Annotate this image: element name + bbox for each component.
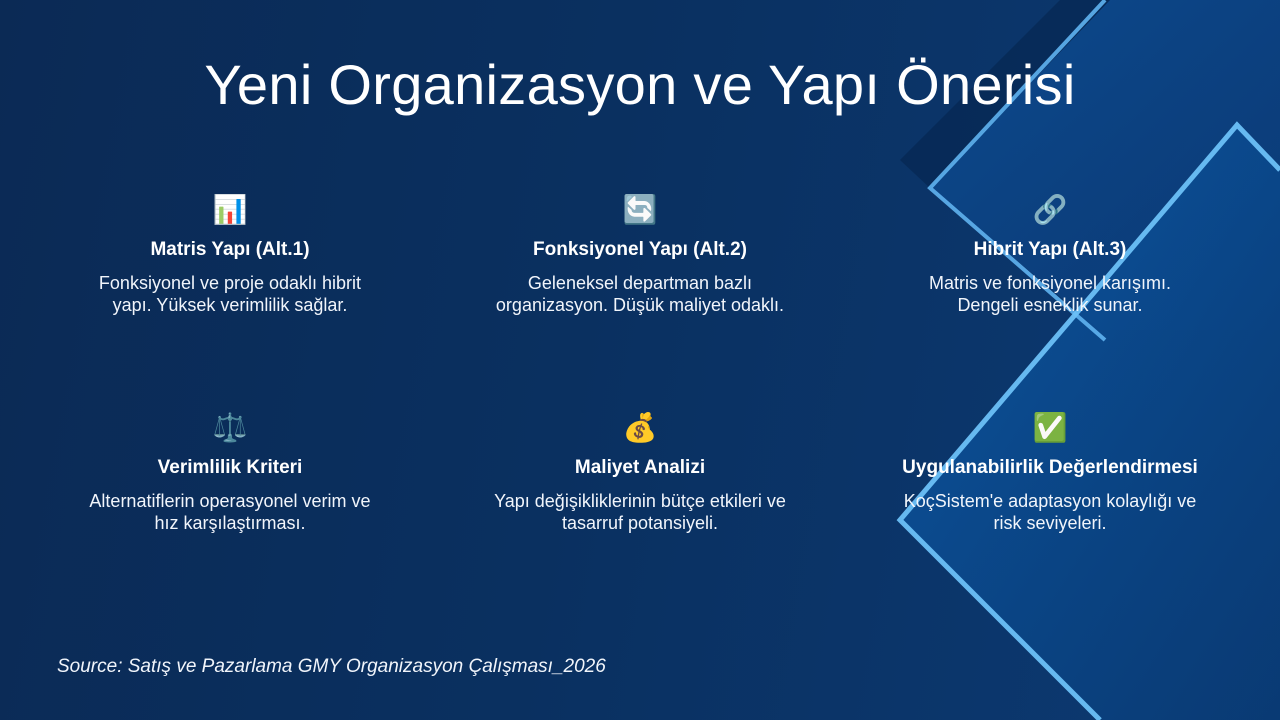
card-description: Matris ve fonksiyonel karışımı. Dengeli esneklik sunar. [928, 273, 1172, 315]
source-note: Source: Satış ve Pazarlama GMY Organizasyon Çalışması_2026 [57, 656, 606, 677]
link-icon: 🔗 [1032, 194, 1068, 225]
card-heading: Verimlilik Kriteri [157, 457, 303, 478]
card-heading: Matris Yapı (Alt.1) [150, 239, 310, 260]
card-maliyet-analizi [470, 408, 810, 534]
card-fonksiyonel-yapi [470, 190, 810, 316]
card-matris-yapi [60, 190, 400, 316]
bar-chart-icon: 📊 [212, 194, 248, 225]
card-uygulanabilirlik [880, 408, 1220, 534]
card-description: Geleneksel departman bazlı organizasyon. Düşük maliyet odaklı. [495, 273, 785, 315]
card-heading: Fonksiyonel Yapı (Alt.2) [533, 239, 747, 260]
check-mark-icon: ✅ [1032, 412, 1068, 443]
money-bag-icon: 💰 [622, 412, 658, 443]
card-heading: Hibrit Yapı (Alt.3) [973, 239, 1127, 260]
card-description: Alternatiflerin operasyonel verim ve hız karşılaştırması. [89, 491, 371, 533]
card-description: Fonksiyonel ve proje odaklı hibrit yapı. Yüksek verimlilik sağlar. [98, 273, 362, 315]
refresh-icon: 🔄 [622, 194, 658, 225]
card-description: KoçSistem'e adaptasyon kolaylığı ve risk seviyeleri. [903, 491, 1197, 533]
card-description: Yapı değişikliklerinin bütçe etkileri ve tasarruf potansiyeli. [494, 491, 786, 533]
card-verimlilik-kriteri [60, 408, 400, 534]
balance-scale-icon: ⚖️ [212, 412, 248, 443]
page-title: Yeni Organizasyon ve Yapı Önerisi [204, 53, 1076, 116]
card-heading: Uygulanabilirlik Değerlendirmesi [902, 457, 1198, 478]
card-hibrit-yapi [880, 190, 1220, 316]
card-heading: Maliyet Analizi [574, 457, 706, 478]
